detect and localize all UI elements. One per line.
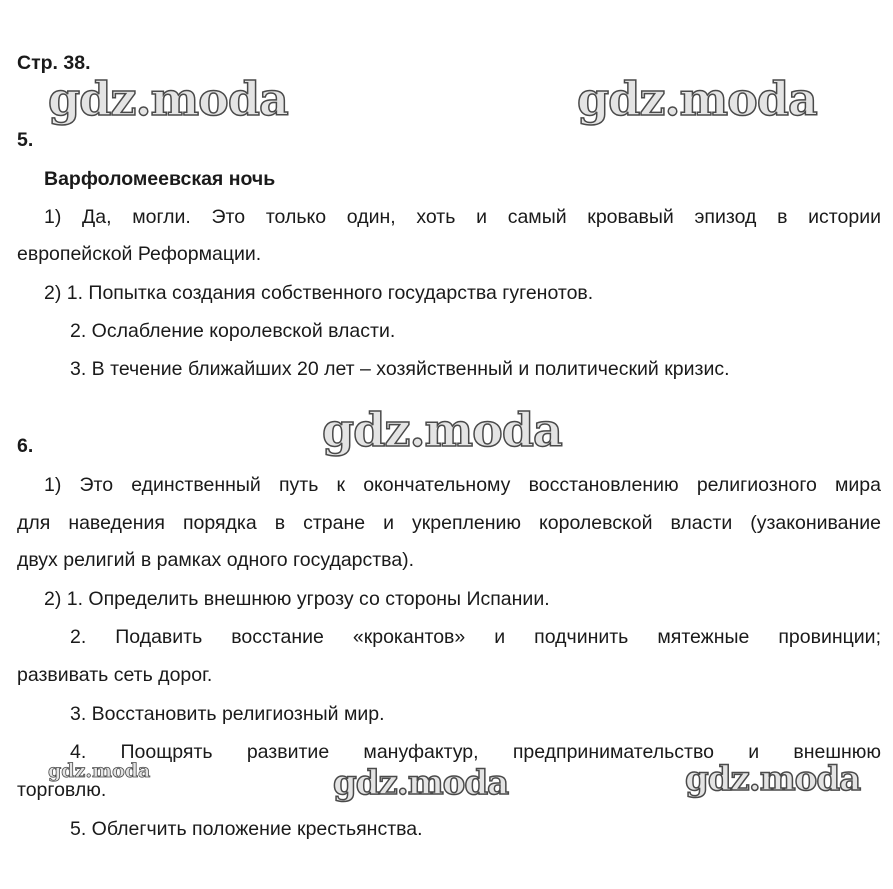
watermark-logo: gdz.moda bbox=[333, 763, 509, 803]
answer-line: развивать сеть дорог. bbox=[17, 664, 213, 686]
answer-line: европейской Реформации. bbox=[17, 243, 262, 265]
answer-line: 1) Это единственный путь к окончательному восстановлению религиозного мира bbox=[44, 474, 881, 496]
answer-line: 2. Ослабление королевской власти. bbox=[70, 320, 396, 342]
section-title: Варфоломеевская ночь bbox=[44, 168, 276, 190]
watermark-logo: gdz.moda bbox=[48, 72, 288, 126]
answer-line: 2) 1. Определить внешнюю угрозу со стороны Испании. bbox=[44, 588, 550, 610]
answer-line: торговлю. bbox=[17, 779, 107, 801]
answer-line: 3. Восстановить религиозный мир. bbox=[70, 703, 385, 725]
answer-line: 3. В течение ближайших 20 лет – хозяйственный и политический кризис. bbox=[70, 358, 730, 380]
answer-line: 2) 1. Попытка создания собственного государства гугенотов. bbox=[44, 282, 594, 304]
watermark-logo: gdz.moda bbox=[322, 403, 562, 457]
answer-line: 1) Да, могли. Это только один, хоть и самый кровавый эпизод в истории bbox=[44, 206, 881, 228]
watermark-logo: gdz.moda bbox=[48, 760, 151, 782]
watermark-logo: gdz.moda bbox=[577, 72, 817, 126]
answer-line: 4. Поощрять развитие мануфактур, предпринимательство и внешнюю bbox=[70, 741, 881, 763]
answer-line: для наведения порядка в стране и укреплению королевской власти (узаконивание bbox=[17, 512, 881, 534]
section-number: 6. bbox=[17, 435, 34, 457]
watermark-logo: gdz.moda bbox=[685, 759, 861, 799]
page-header: Стр. 38. bbox=[17, 52, 91, 74]
answer-line: 2. Подавить восстание «крокантов» и подчинить мятежные провинции; bbox=[70, 626, 881, 648]
answer-line: 5. Облегчить положение крестьянства. bbox=[70, 818, 423, 840]
section-number: 5. bbox=[17, 129, 34, 151]
answer-line: двух религий в рамках одного государства). bbox=[17, 549, 415, 571]
